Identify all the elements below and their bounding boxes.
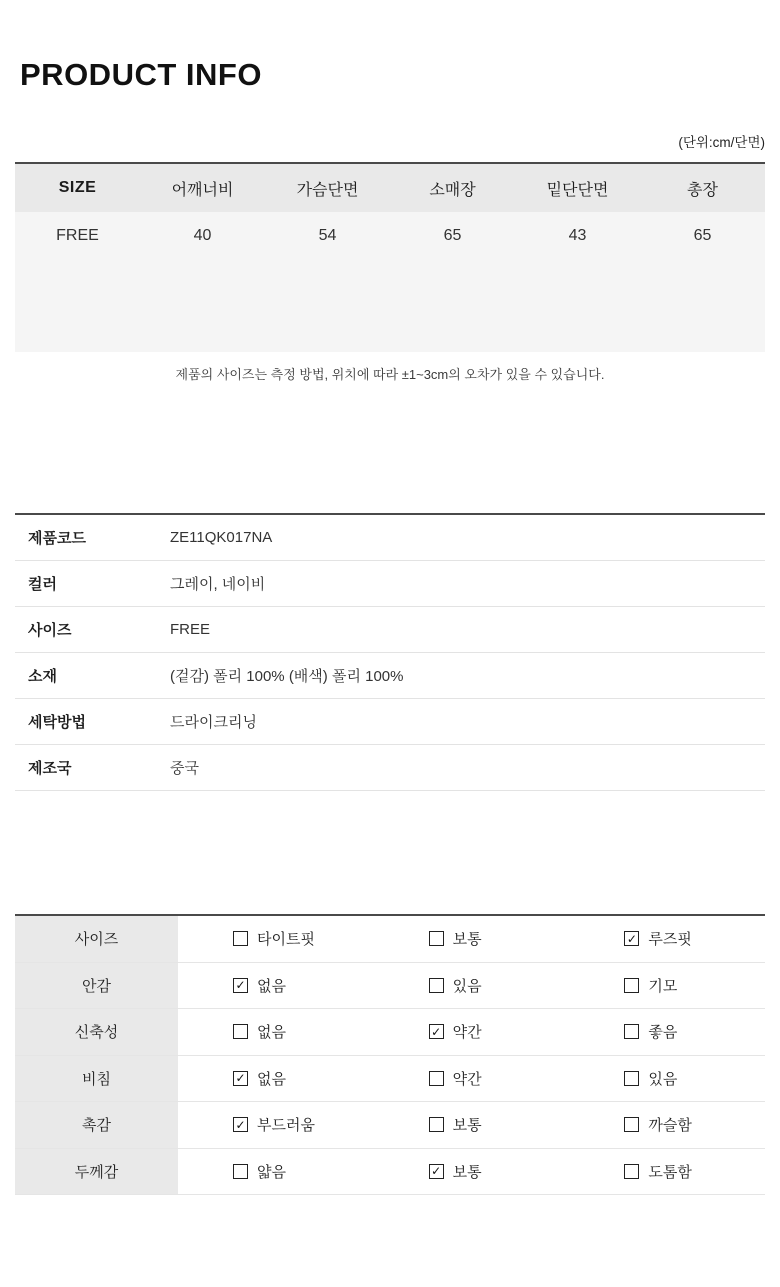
attribute-option-label: 도톰함	[648, 1163, 692, 1181]
size-column-header: 소매장	[429, 181, 476, 199]
detail-value: (겉감) 폴리 100% (배색) 폴리 100%	[170, 668, 404, 685]
checkbox-unchecked-icon	[429, 1071, 444, 1086]
attribute-option	[178, 1009, 374, 1055]
checkbox-unchecked-icon	[429, 931, 444, 946]
attribute-options	[178, 1149, 765, 1195]
attribute-label: 촉감	[15, 1102, 178, 1148]
attribute-label: 사이즈	[15, 916, 178, 962]
attribute-options	[178, 1102, 765, 1148]
size-table-row	[15, 212, 765, 260]
detail-label: 컬러	[28, 576, 57, 593]
detail-value: ZE11QK017NA	[170, 529, 273, 546]
attribute-row	[15, 1009, 765, 1056]
attribute-option	[374, 1009, 570, 1055]
attribute-option-label: 있음	[452, 977, 482, 995]
size-column-header: 어깨너비	[171, 181, 234, 199]
attribute-option	[178, 963, 374, 1009]
attribute-label: 신축성	[15, 1009, 178, 1055]
attribute-option-label: 보통	[452, 1163, 482, 1181]
attribute-option-label: 약간	[452, 1070, 482, 1088]
size-column-header: 총장	[687, 181, 718, 199]
attribute-options	[178, 963, 765, 1009]
attribute-option-label: 부드러움	[257, 1117, 315, 1135]
attribute-option	[569, 916, 765, 962]
size-table	[15, 162, 765, 352]
product-details-table	[15, 513, 765, 791]
checkbox-checked-icon: ✓	[233, 1117, 248, 1132]
checkbox-checked-icon: ✓	[429, 1024, 444, 1039]
size-column-header: 가슴단면	[296, 181, 359, 199]
detail-label: 세탁방법	[28, 714, 86, 731]
product-attributes-table	[15, 914, 765, 1195]
attribute-label: 비침	[15, 1056, 178, 1102]
checkbox-unchecked-icon	[624, 1071, 639, 1086]
detail-value: 그레이, 네이비	[170, 576, 266, 593]
attribute-option-label: 타이트핏	[257, 931, 315, 949]
size-value-cell: 40	[193, 227, 212, 244]
attribute-option	[374, 916, 570, 962]
checkbox-unchecked-icon	[624, 1024, 639, 1039]
detail-row	[15, 515, 765, 561]
unit-note: (단위:cm/단면)	[678, 135, 765, 150]
attribute-option	[374, 963, 570, 1009]
attribute-options	[178, 1056, 765, 1102]
attribute-row	[15, 1102, 765, 1149]
attribute-option	[569, 963, 765, 1009]
attribute-option	[178, 916, 374, 962]
attribute-row	[15, 963, 765, 1010]
attribute-options	[178, 916, 765, 962]
detail-row	[15, 607, 765, 653]
checkbox-unchecked-icon	[624, 1117, 639, 1132]
attribute-options	[178, 1009, 765, 1055]
size-column-header: SIZE	[58, 179, 97, 196]
attribute-option	[178, 1056, 374, 1102]
checkbox-checked-icon: ✓	[233, 1071, 248, 1086]
attribute-option-label: 루즈핏	[648, 931, 692, 949]
detail-label: 제품코드	[28, 530, 86, 547]
attribute-option	[178, 1149, 374, 1195]
attribute-row	[15, 1056, 765, 1103]
attribute-row	[15, 1149, 765, 1196]
attribute-row	[15, 916, 765, 963]
detail-row	[15, 561, 765, 607]
attribute-option-label: 약간	[452, 1024, 482, 1042]
attribute-option	[374, 1056, 570, 1102]
attribute-option-label: 얇음	[257, 1163, 286, 1181]
attribute-option	[569, 1009, 765, 1055]
attribute-option-label: 좋음	[648, 1024, 678, 1042]
attribute-option-label: 까슬함	[648, 1117, 692, 1135]
checkbox-unchecked-icon	[233, 1164, 248, 1179]
attribute-option-label: 기모	[648, 977, 678, 995]
attribute-label: 두께감	[15, 1149, 178, 1195]
attribute-option-label: 보통	[452, 931, 482, 949]
attribute-label: 안감	[15, 963, 178, 1009]
checkbox-unchecked-icon	[233, 931, 248, 946]
size-value-cell: 65	[443, 227, 462, 244]
size-name-cell: FREE	[56, 227, 99, 244]
checkbox-unchecked-icon	[429, 978, 444, 993]
attribute-option	[569, 1102, 765, 1148]
detail-row	[15, 745, 765, 791]
attribute-option	[178, 1102, 374, 1148]
attribute-option-label: 없음	[257, 1070, 286, 1088]
checkbox-unchecked-icon	[429, 1117, 444, 1132]
detail-label: 사이즈	[28, 622, 72, 639]
attribute-option	[569, 1149, 765, 1195]
size-value-cell: 65	[693, 227, 712, 244]
size-value-cell: 54	[318, 227, 337, 244]
checkbox-checked-icon: ✓	[233, 978, 248, 993]
attribute-option	[569, 1056, 765, 1102]
size-value-cell: 43	[568, 227, 587, 244]
attribute-option-label: 있음	[648, 1070, 678, 1088]
detail-value: FREE	[170, 621, 211, 638]
attribute-option-label: 보통	[452, 1117, 482, 1135]
detail-row	[15, 699, 765, 745]
size-table-body	[15, 212, 765, 352]
detail-label: 제조국	[28, 760, 72, 777]
size-table-header	[15, 164, 765, 212]
size-measurement-note: 제품의 사이즈는 측정 방법, 위치에 따라 ±1~3cm의 오차가 있을 수 있습니다.	[175, 367, 605, 382]
detail-row	[15, 653, 765, 699]
attribute-option	[374, 1149, 570, 1195]
attribute-option-label: 없음	[257, 1024, 286, 1042]
detail-value: 드라이크리닝	[170, 714, 257, 731]
attribute-option	[374, 1102, 570, 1148]
checkbox-checked-icon: ✓	[624, 931, 639, 946]
detail-label: 소재	[28, 668, 57, 685]
checkbox-unchecked-icon	[233, 1024, 248, 1039]
size-column-header: 밑단단면	[546, 181, 609, 199]
detail-value: 중국	[170, 760, 199, 777]
attribute-option-label: 없음	[257, 977, 286, 995]
checkbox-unchecked-icon	[624, 1164, 639, 1179]
checkbox-unchecked-icon	[624, 978, 639, 993]
checkbox-checked-icon: ✓	[429, 1164, 444, 1179]
page-title: PRODUCT INFO	[20, 57, 262, 92]
